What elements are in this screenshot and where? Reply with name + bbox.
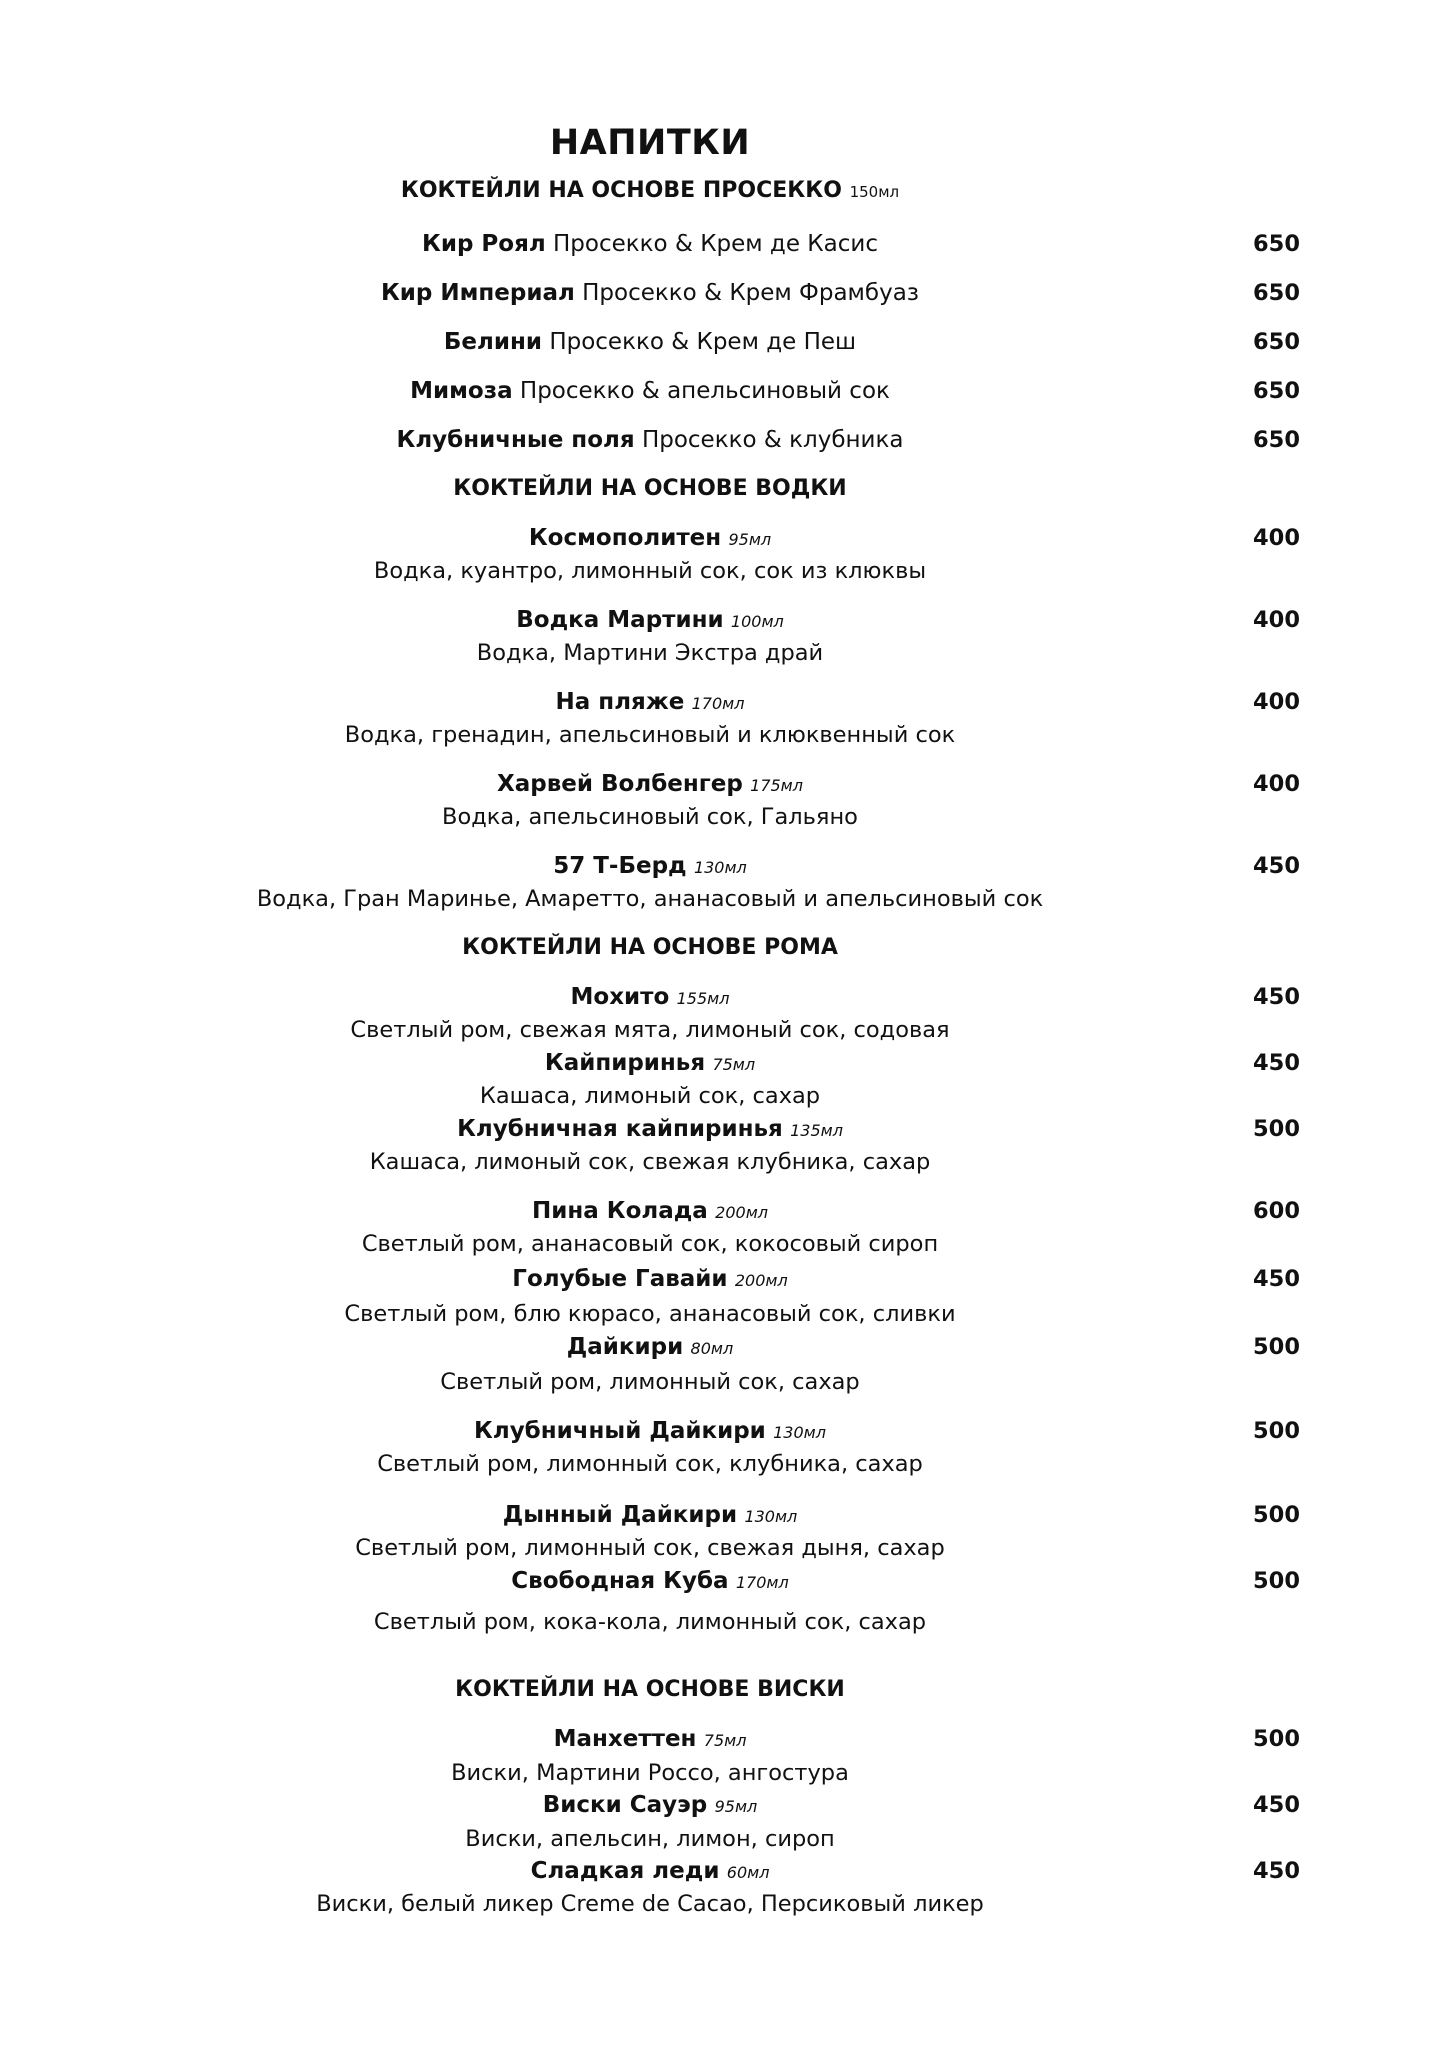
item-description: Виски, Мартини Россо, ангостура — [451, 1760, 849, 1786]
item-description: Водка, гренадин, апельсиновый и клюквенный сок — [344, 722, 956, 748]
section-heading-text: КОКТЕЙЛИ НА ОСНОВЕ РОМА — [462, 935, 838, 960]
item-description: Водка, Гран Маринье, Амаретто, ананасовый и апельсиновый сок — [256, 886, 1044, 912]
item-price: 450 — [1253, 1050, 1300, 1076]
item-name: Дайкири — [566, 1334, 684, 1360]
item-name: Кайпиринья — [544, 1050, 706, 1076]
menu-item-title — [0, 1502, 1300, 1528]
item-description: Кашаса, лимоный сок, свежая клубника, сахар — [369, 1149, 931, 1175]
menu-item-title — [0, 1198, 1300, 1224]
item-name: Сладкая леди — [530, 1858, 720, 1884]
item-volume: 95мл — [728, 530, 772, 549]
menu-item-title — [0, 1726, 1300, 1752]
item-price: 400 — [1253, 607, 1300, 633]
item-price: 650 — [1253, 378, 1300, 404]
item-name: Водка Мартини — [516, 607, 724, 633]
section-volume: 150мл — [849, 183, 900, 201]
item-price: 500 — [1253, 1334, 1300, 1360]
section-heading-whisky — [0, 1677, 1300, 1702]
item-name: Кир Роял — [422, 231, 546, 257]
menu-item-title — [0, 1116, 1300, 1142]
item-volume: 175мл — [750, 776, 803, 795]
item-description: Светлый ром, свежая мята, лимоный сок, содовая — [350, 1017, 950, 1043]
item-description: Водка, Мартини Экстра драй — [476, 640, 824, 666]
section-heading-text: КОКТЕЙЛИ НА ОСНОВЕ ВИСКИ — [455, 1677, 845, 1702]
item-name: Белини — [443, 329, 542, 355]
menu-item-title — [0, 1792, 1300, 1818]
item-volume: 95мл — [714, 1797, 758, 1816]
item-volume: 200мл — [734, 1271, 788, 1290]
item-name: Свободная Куба — [511, 1568, 729, 1594]
item-description: Виски, белый ликер Creme de Cacao, Персиковый ликер — [316, 1891, 984, 1917]
item-price: 400 — [1253, 689, 1300, 715]
item-name: Клубничные поля — [396, 427, 635, 453]
menu-item-title — [0, 525, 1300, 551]
menu-item — [0, 280, 1300, 306]
item-detail: Просекко & Крем де Пеш — [549, 329, 857, 355]
item-volume: 200мл — [715, 1203, 768, 1222]
menu-item-title — [0, 1266, 1300, 1292]
menu-item-title — [0, 1334, 1300, 1360]
item-name: 57 Т-Берд — [553, 853, 687, 879]
item-name: Дынный Дайкири — [502, 1502, 738, 1528]
menu-item-title — [0, 1568, 1300, 1594]
menu-item-title — [0, 607, 1300, 633]
menu-item-title — [0, 1050, 1300, 1076]
item-price: 450 — [1253, 1266, 1300, 1292]
menu-item-title — [0, 984, 1300, 1010]
menu-item-title — [0, 771, 1300, 797]
menu-item-title — [0, 1418, 1300, 1444]
item-price: 450 — [1253, 1792, 1300, 1818]
item-detail: Просекко & Крем Фрамбуаз — [582, 280, 920, 306]
item-price: 650 — [1253, 280, 1300, 306]
item-name: Манхеттен — [553, 1726, 697, 1752]
item-volume: 135мл — [790, 1121, 843, 1140]
item-price: 450 — [1253, 1858, 1300, 1884]
menu-item-title — [0, 1858, 1300, 1884]
menu-item — [0, 329, 1300, 355]
item-name: Мимоза — [410, 378, 513, 404]
item-description: Светлый ром, лимонный сок, свежая дыня, сахар — [355, 1535, 945, 1561]
section-heading-text: КОКТЕЙЛИ НА ОСНОВЕ ПРОСЕККО — [400, 178, 842, 203]
item-description: Водка, куантро, лимонный сок, сок из клюквы — [373, 558, 927, 584]
item-price: 650 — [1253, 427, 1300, 453]
item-price: 500 — [1253, 1502, 1300, 1528]
item-name: Клубничный Дайкири — [474, 1418, 766, 1444]
item-price: 600 — [1253, 1198, 1300, 1224]
page-title: НАПИТКИ — [549, 123, 751, 163]
item-description: Водка, апельсиновый сок, Гальяно — [442, 804, 858, 830]
item-price: 650 — [1253, 329, 1300, 355]
item-volume: 130мл — [693, 858, 747, 877]
section-heading-rum — [0, 935, 1300, 960]
item-name: На пляже — [555, 689, 685, 715]
item-volume: 60мл — [726, 1863, 770, 1882]
item-volume: 75мл — [703, 1731, 747, 1750]
item-description: Светлый ром, блю кюрасо, ананасовый сок, сливки — [344, 1301, 956, 1327]
item-price: 500 — [1253, 1418, 1300, 1444]
item-description: Светлый ром, ананасовый сок, кокосовый сироп — [361, 1231, 939, 1257]
item-name: Харвей Волбенгер — [497, 771, 743, 797]
item-detail: Просекко & Крем де Касис — [553, 231, 878, 257]
item-name: Клубничная кайпиринья — [457, 1116, 783, 1142]
item-volume: 130мл — [773, 1423, 826, 1442]
item-volume: 80мл — [690, 1339, 734, 1358]
menu-item — [0, 378, 1300, 404]
item-description: Светлый ром, лимонный сок, клубника, сахар — [377, 1451, 923, 1477]
item-price: 500 — [1253, 1726, 1300, 1752]
section-heading-vodka — [0, 476, 1300, 501]
item-detail: Просекко & клубника — [641, 427, 904, 453]
item-volume: 155мл — [676, 989, 730, 1008]
item-price: 650 — [1253, 231, 1300, 257]
menu-item — [0, 231, 1300, 257]
item-volume: 130мл — [744, 1507, 798, 1526]
item-name: Виски Сауэр — [542, 1792, 708, 1818]
item-volume: 100мл — [730, 612, 784, 631]
item-description: Виски, апельсин, лимон, сироп — [465, 1826, 835, 1852]
menu-item — [0, 427, 1300, 453]
item-name: Голубые Гавайи — [512, 1266, 728, 1292]
item-price: 400 — [1253, 771, 1300, 797]
item-price: 450 — [1253, 853, 1300, 879]
item-price: 450 — [1253, 984, 1300, 1010]
section-heading-text: КОКТЕЙЛИ НА ОСНОВЕ ВОДКИ — [453, 476, 847, 501]
section-heading-prosecco — [0, 178, 1300, 203]
item-description: Светлый ром, кока-кола, лимонный сок, сахар — [373, 1609, 927, 1635]
item-name: Пина Колада — [531, 1198, 708, 1224]
item-description: Кашаса, лимоный сок, сахар — [479, 1083, 821, 1109]
item-price: 500 — [1253, 1116, 1300, 1142]
item-name: Мохито — [570, 984, 670, 1010]
item-volume: 170мл — [735, 1573, 789, 1592]
menu-item-title — [0, 689, 1300, 715]
item-name: Космополитен — [528, 525, 722, 551]
item-name: Кир Империал — [380, 280, 575, 306]
item-price: 400 — [1253, 525, 1300, 551]
item-price: 500 — [1253, 1568, 1300, 1594]
menu-item-title — [0, 853, 1300, 879]
item-detail: Просекко & апельсиновый сок — [519, 378, 890, 404]
item-description: Светлый ром, лимонный сок, сахар — [440, 1369, 860, 1395]
item-volume: 75мл — [712, 1055, 756, 1074]
item-volume: 170мл — [691, 694, 745, 713]
